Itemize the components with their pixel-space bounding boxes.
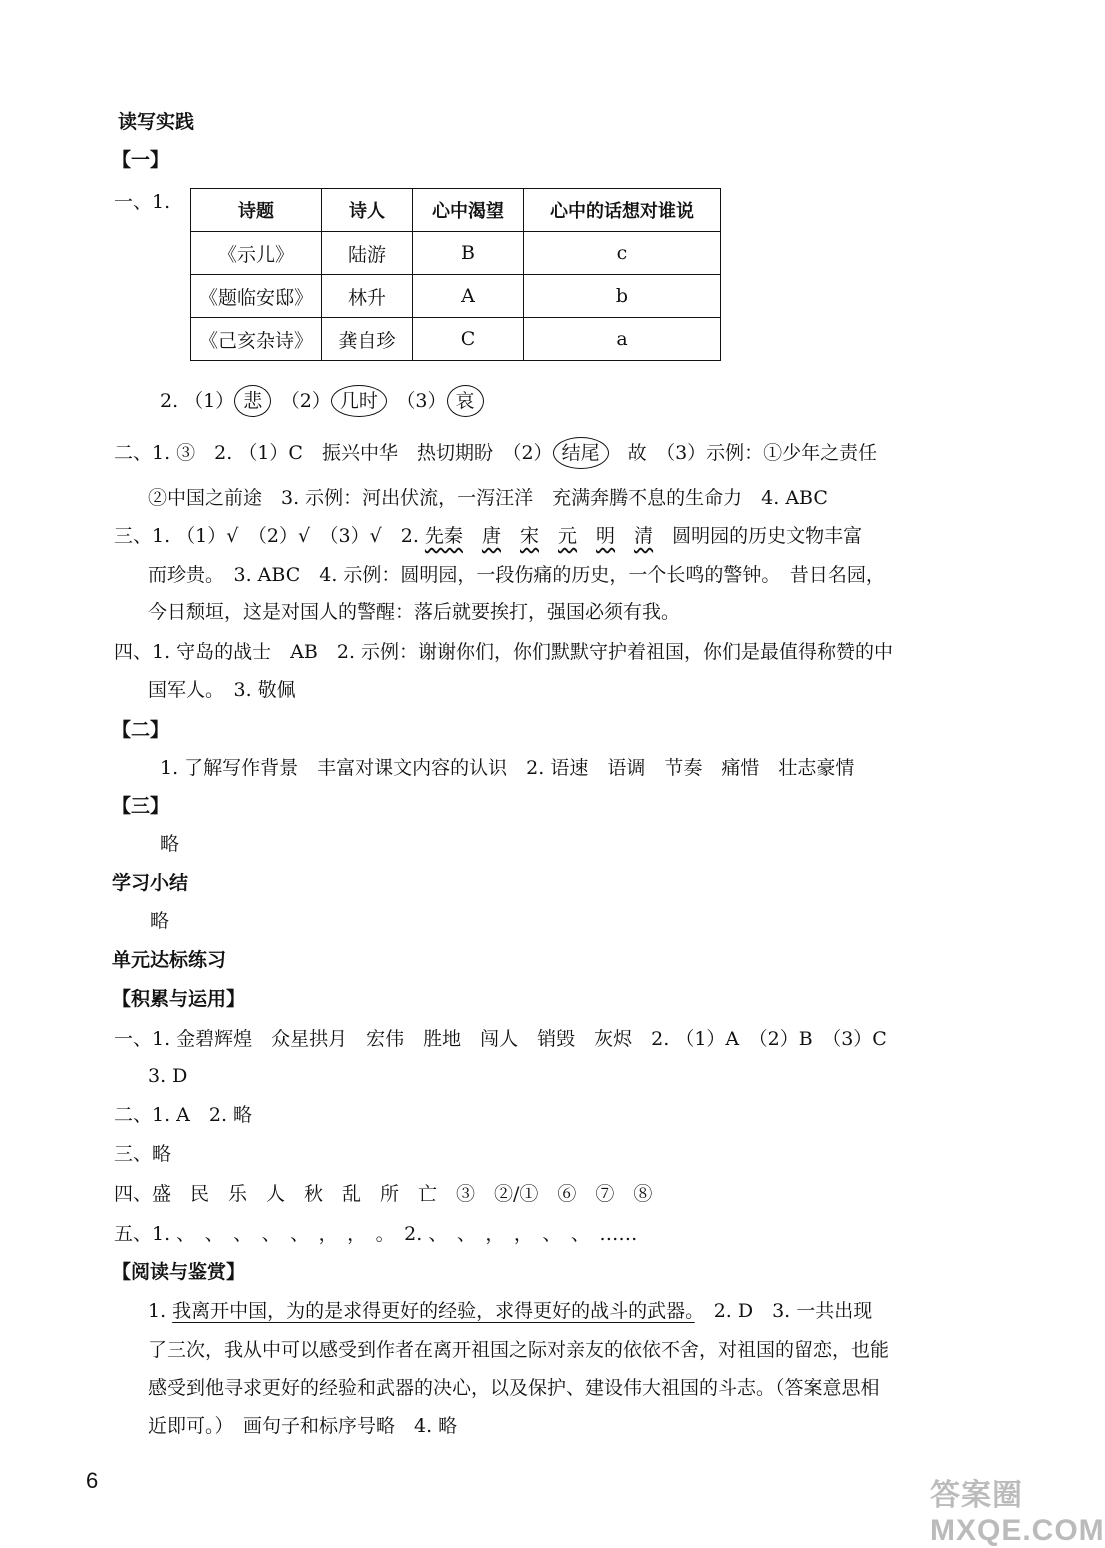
page-number: 6 xyxy=(86,1468,99,1493)
part-three-text: 略 xyxy=(160,833,180,855)
poem-table xyxy=(190,188,721,361)
answer-line-si-1: 四、1. 守岛的战士 AB 2. 示例：谢谢你们，你们默默守护着祖国，你们是最值得称赞的中 xyxy=(114,641,894,663)
accumulation-line-4: 三、略 xyxy=(114,1143,172,1165)
accumulation-line-6: 五、1. 、 、 、 、 、 ， ， 。 2. 、 、 ， ， 、 、 …… xyxy=(114,1223,638,1245)
answer-text: 故 （3）示例：①少年之责任 xyxy=(608,442,878,464)
table-header: 诗题 xyxy=(191,189,322,232)
reading-line-4: 近即可。） 画句子和标序号略 4. 略 xyxy=(148,1415,458,1437)
answer-line-er-1 xyxy=(114,437,877,469)
accumulation-line-1: 一、1. 金碧辉煌 众星拱月 宏伟 胜地 闯人 销毁 灰烬 2. （1）A （2）B （3）C xyxy=(114,1028,887,1050)
table-cell: 《己亥杂诗》 xyxy=(191,318,322,361)
accumulation-line-2: 3. D xyxy=(148,1065,188,1087)
table-cell: C xyxy=(413,318,524,361)
table-cell: b xyxy=(524,275,721,318)
table-cell: a xyxy=(524,318,721,361)
table-cell: 《题临安邸》 xyxy=(191,275,322,318)
answer-line-san-2: 而珍贵。 3. ABC 4. 示例：圆明园，一段伤痛的历史，一个长鸣的警钟。 昔日名园， xyxy=(148,564,885,586)
table-cell: B xyxy=(413,232,524,275)
answer-text: 圆明园的历史文物丰富 xyxy=(672,525,863,547)
dynasty-wavy: 唐 xyxy=(481,525,501,547)
answer-line-si-2: 国军人。 3. 敬佩 xyxy=(148,679,296,701)
circled-answer: 结尾 xyxy=(553,437,609,469)
accumulation-line-3: 二、1. A 2. 略 xyxy=(114,1104,253,1126)
circled-answer: 几时 xyxy=(331,385,387,417)
table-cell: 林升 xyxy=(322,275,413,318)
table-cell: 龚自珍 xyxy=(322,318,413,361)
part-one-label: 【一】 xyxy=(112,149,170,171)
summary-text: 略 xyxy=(150,910,170,932)
answer-text: 2. D 3. 一共出现 xyxy=(694,1300,873,1322)
watermark-logo: 答案圈 MXQE.COM xyxy=(930,1479,1105,1547)
circled-answer: 悲 xyxy=(234,385,271,417)
accumulation-line-5: 四、盛 民 乐 人 秋 乱 所 亡 ③ ②/① ⑥ ⑦ ⑧ xyxy=(114,1183,653,1205)
circled-answer: 哀 xyxy=(447,385,484,417)
reading-label: 【阅读与鉴赏】 xyxy=(112,1261,246,1283)
part-three-label: 【三】 xyxy=(112,795,170,817)
answer-prefix: （2） xyxy=(290,390,331,412)
dynasty-wavy: 明 xyxy=(596,525,616,547)
answer-text: 三、1. （1）√ （2）√ （3）√ 2. xyxy=(114,525,425,547)
part-two-text: 1. 了解写作背景 丰富对课文内容的认识 2. 语速 语调 节奏 痛惜 壮志豪情 xyxy=(160,757,855,779)
table-cell: 《示儿》 xyxy=(191,232,322,275)
dynasty-wavy: 先秦 xyxy=(424,525,463,547)
section-title: 读写实践 xyxy=(118,111,195,133)
answer-prefix: 2. （1） xyxy=(160,390,235,412)
table-cell: c xyxy=(524,232,721,275)
table-row xyxy=(191,275,721,318)
table-header: 诗人 xyxy=(322,189,413,232)
answer-prefix: （3） xyxy=(405,390,447,412)
dynasty-wavy: 宋 xyxy=(519,525,539,547)
table-cell: A xyxy=(413,275,524,318)
table-row xyxy=(191,318,721,361)
answer-line-san-3: 今日颓垣，这是对国人的警醒：落后就要挨打，强国必须有我。 xyxy=(148,601,681,623)
reading-line-2: 了三次，我从中可以感受到作者在离开祖国之际对亲友的依依不舍，对祖国的留恋，也能 xyxy=(148,1339,890,1361)
table-row xyxy=(191,232,721,275)
table-header-row xyxy=(191,189,721,232)
answer-line-q1-2 xyxy=(160,385,484,417)
answer-prefix: 1. xyxy=(148,1300,173,1322)
table-header: 心中的话想对谁说 xyxy=(524,189,721,232)
table-header: 心中渴望 xyxy=(413,189,524,232)
answer-line-er-2: ②中国之前途 3. 示例：河出伏流，一泻汪洋 充满奔腾不息的生命力 4. ABC xyxy=(148,487,828,509)
dynasty-wavy: 清 xyxy=(634,525,654,547)
reading-line-3: 感受到他寻求更好的经验和武器的决心，以及保护、建设伟大祖国的斗志。（答案意思相 xyxy=(148,1377,880,1399)
table-cell: 陆游 xyxy=(322,232,413,275)
answer-text: 二、1. ③ 2. （1）C 振兴中华 热切期盼 （2） xyxy=(114,442,553,464)
unit-title: 单元达标练习 xyxy=(112,949,227,971)
part-two-label: 【二】 xyxy=(112,719,170,741)
question-one-number: 一、1. xyxy=(114,191,171,213)
accumulation-label: 【积累与运用】 xyxy=(112,988,246,1010)
reading-line-1 xyxy=(148,1297,872,1325)
answer-line-san-1 xyxy=(114,522,862,550)
summary-title: 学习小结 xyxy=(112,872,189,894)
dynasty-wavy: 元 xyxy=(558,525,578,547)
underlined-sentence: 我离开中国，为的是求得更好的经验，求得更好的战斗的武器。 xyxy=(172,1300,695,1322)
